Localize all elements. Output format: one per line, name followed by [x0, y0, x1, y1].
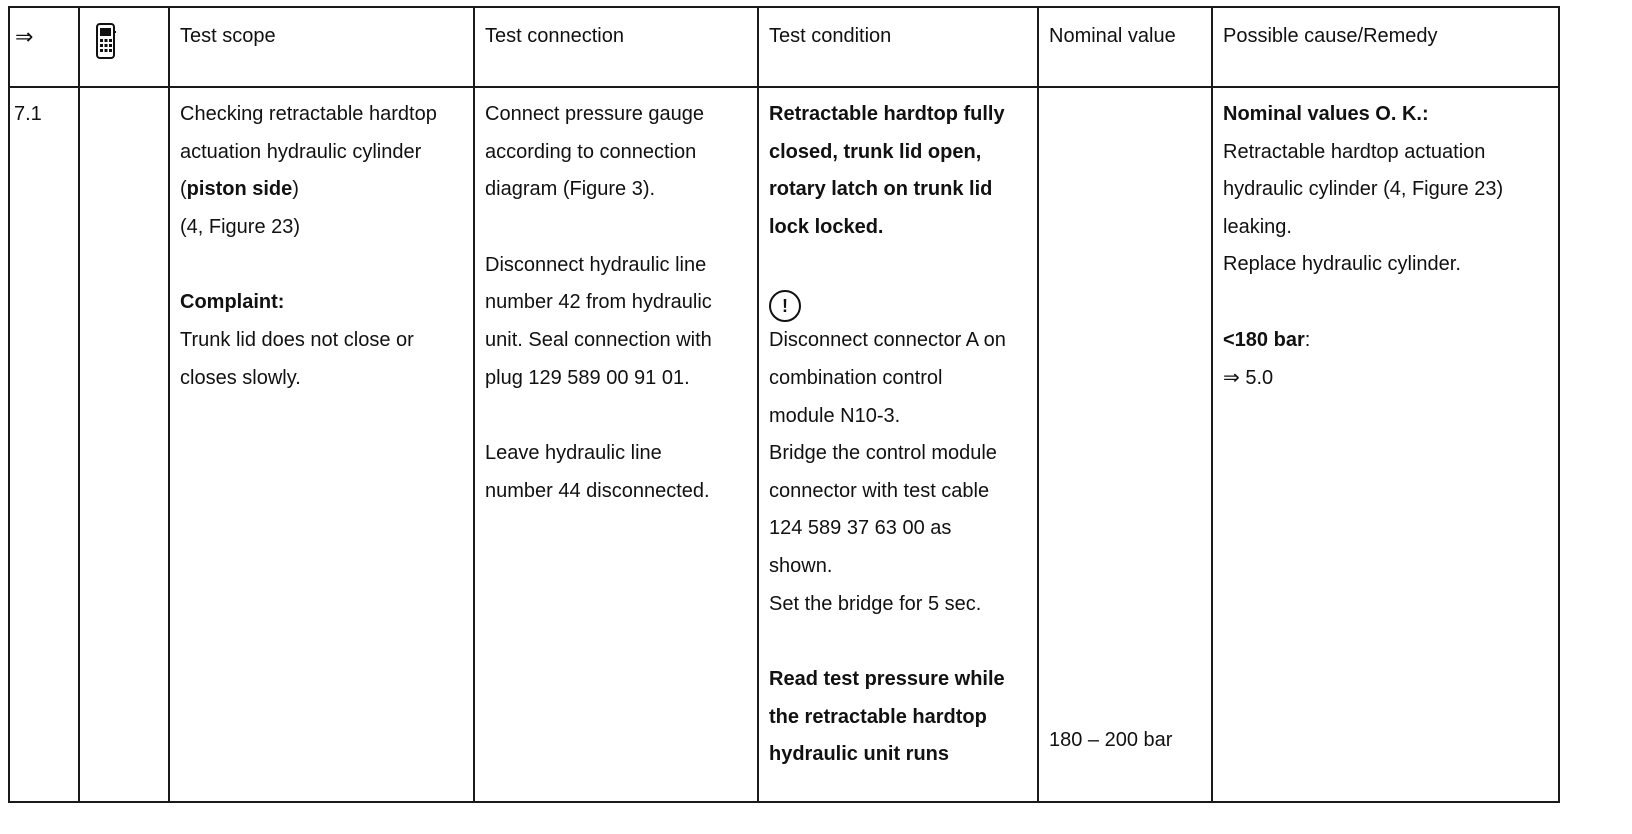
connection-line: diagram (Figure 3).	[485, 178, 656, 201]
condition-bold-line: the retractable hardtop	[769, 705, 987, 728]
condition-line: Disconnect connector A on	[769, 329, 1006, 352]
condition-line: Bridge the control module	[769, 442, 997, 465]
step-number: 7.1	[9, 87, 79, 802]
condition-line: 124 589 37 63 00 as	[769, 517, 952, 540]
condition-bold-line: Retractable hardtop fully	[769, 103, 1005, 125]
complaint-line: Trunk lid does not close or	[180, 328, 414, 351]
remedy-line: Replace hydraulic cylinder.	[1223, 253, 1461, 276]
connection-line: Connect pressure gauge	[485, 103, 705, 125]
test-procedure-sheet	[8, 6, 1558, 794]
remedy-line: Retractable hardtop actuation	[1223, 140, 1486, 163]
condition-line: module N10-3.	[769, 404, 901, 427]
ok-label: Nominal values O. K.:	[1223, 103, 1429, 125]
connection-line: Disconnect hydraulic line	[485, 253, 707, 276]
test-scope-line: (4, Figure 23)	[180, 215, 301, 238]
nominal-value-cell	[1038, 87, 1212, 802]
piston-side-text: piston side	[186, 178, 293, 201]
connection-line: number 44 disconnected.	[485, 479, 710, 502]
low-pressure-label: <180 bar	[1223, 328, 1305, 351]
condition-bold-line: hydraulic unit runs	[769, 743, 950, 766]
header-row	[9, 7, 1559, 87]
condition-line: Set the bridge for 5 sec.	[769, 592, 982, 615]
caution-icon: !	[769, 290, 801, 322]
table-row	[9, 87, 1559, 802]
low-pressure-line	[1223, 322, 1548, 360]
complaint-line: closes slowly.	[180, 366, 301, 389]
header-device-cell	[79, 7, 169, 87]
test-scope-line: actuation hydraulic cylinder	[180, 140, 422, 163]
test-scope-cell	[169, 87, 474, 802]
connection-line: plug 129 589 00 91 01.	[485, 366, 690, 389]
header-cause-remedy: Possible cause/Remedy	[1212, 7, 1559, 87]
header-test-connection: Test connection	[474, 7, 758, 87]
test-connection-cell	[474, 87, 758, 802]
connection-line: unit. Seal connection with	[485, 328, 712, 351]
low-pressure-colon: :	[1304, 328, 1311, 351]
test-scope-line: Checking retractable hardtop	[180, 103, 437, 125]
test-condition-cell	[758, 87, 1038, 802]
condition-line: combination control	[769, 366, 943, 389]
connection-line: according to connection	[485, 140, 697, 163]
test-scope-line-bold: (piston side)	[180, 178, 299, 201]
remedy-line: hydraulic cylinder (4, Figure 23)	[1223, 178, 1504, 201]
condition-line: connector with test cable	[769, 479, 990, 502]
test-table	[8, 6, 1560, 803]
condition-line: shown.	[769, 554, 833, 577]
header-nominal-value: Nominal value	[1038, 7, 1212, 87]
connection-line: Leave hydraulic line	[485, 442, 662, 465]
nominal-value: 180 – 200 bar	[1049, 729, 1173, 751]
cause-remedy-cell	[1212, 87, 1559, 802]
remedy-line: leaking.	[1223, 215, 1292, 238]
condition-bold-line: closed, trunk lid open,	[769, 140, 982, 163]
header-test-scope: Test scope	[169, 7, 474, 87]
condition-bold-line: rotary latch on trunk lid	[769, 178, 993, 201]
header-test-condition: Test condition	[758, 7, 1038, 87]
diagnostic-tester-icon	[94, 22, 118, 76]
complaint-label: Complaint:	[180, 291, 285, 314]
low-pressure-action[interactable]: ⇒ 5.0	[1223, 366, 1274, 389]
condition-bold-line: Read test pressure while	[769, 668, 1005, 691]
device-cell-empty	[79, 87, 169, 802]
condition-bold-line: lock locked.	[769, 215, 884, 238]
connection-line: number 42 from hydraulic	[485, 291, 712, 314]
header-arrow: ⇒	[9, 7, 79, 87]
